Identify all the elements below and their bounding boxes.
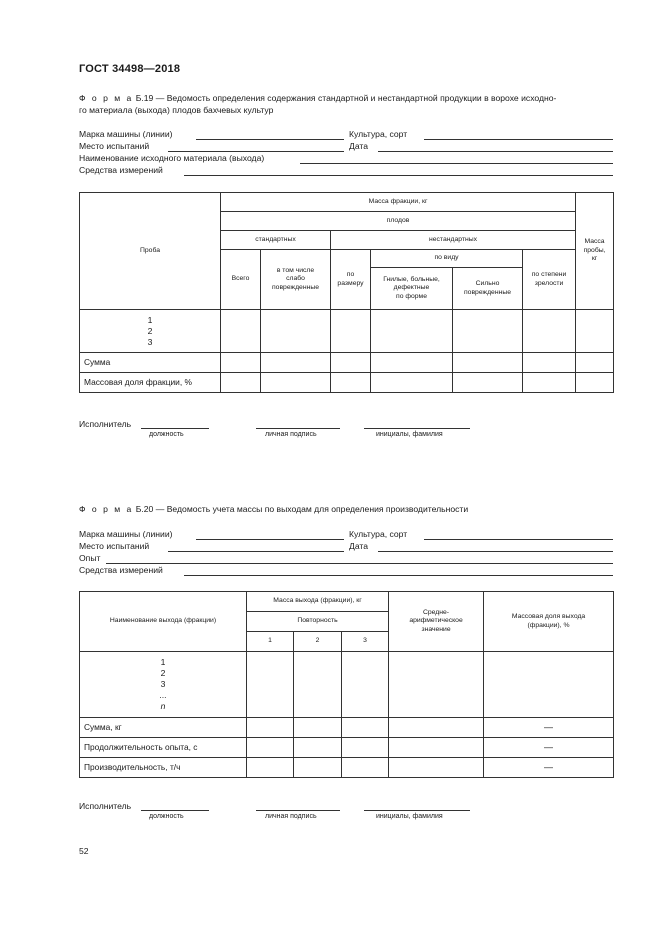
table-cell[interactable] [331,310,371,353]
f1-material-field[interactable] [300,163,613,164]
table-cell[interactable] [247,718,294,738]
form-b19-number: Б.19 [135,93,154,103]
outlet-numbers: 1 2 3 ... n [80,652,247,718]
table-cell[interactable] [221,373,261,393]
col-total-header: Всего [221,250,261,310]
col-fruits-header: плодов [221,212,576,231]
form-b19-prefix: Ф о р м а [79,93,134,103]
col-proba-header: Проба [80,193,221,310]
table-cell[interactable] [247,758,294,778]
table-cell[interactable] [331,373,371,393]
dash-cell: — [484,718,614,738]
col-mass-fraction-header: Масса фракции, кг [221,193,576,212]
f2-place-field[interactable] [168,551,344,552]
f1-initials-field[interactable] [364,428,470,429]
dash-cell: — [484,758,614,778]
form-b20-title [79,504,617,516]
form-b19-title-line2: го материала (выхода) плодов бахчевых культур [79,104,274,115]
f2-signature-field[interactable] [256,810,340,811]
table-cell[interactable] [389,738,484,758]
sum-kg-label: Сумма, кг [80,718,247,738]
table-cell[interactable] [576,353,614,373]
f2-crop-label: Культура, сорт [349,529,408,539]
table-cell[interactable] [294,718,342,738]
col-weakly-damaged-header: в том числе слабо поврежденные [261,250,331,310]
f1-means-label: Средства измерений [79,165,163,175]
col-by-type-header: по виду [371,250,523,268]
table-cell[interactable] [221,353,261,373]
table-row [80,718,614,738]
f2-means-label: Средства измерений [79,565,163,575]
form-b19-title-line1: — Ведомость определения содержания стандартной и нестандартной продукции в ворохе исходно- [153,93,557,103]
table-cell[interactable] [371,353,453,373]
f1-crop-label: Культура, сорт [349,129,408,139]
table-cell[interactable] [261,373,331,393]
col-mean-header: Средне- арифметическое значение [389,592,484,652]
f2-experiment-label: Опыт [79,553,101,563]
f1-date-field[interactable] [378,151,613,152]
form-b20-prefix: Ф о р м а [79,504,134,514]
form-b20-title-line1: — Ведомость учета массы по выходам для определения производительности [153,504,469,514]
col-repeat-header: Повторность [247,612,389,632]
sum-label: Сумма [80,353,221,373]
duration-label: Продолжительность опыта, с [80,738,247,758]
f2-machine-label: Марка машины (линии) [79,529,173,539]
f1-crop-field[interactable] [424,139,613,140]
f2-crop-field[interactable] [424,539,613,540]
table-cell[interactable] [342,758,389,778]
f2-date-field[interactable] [378,551,613,552]
table-cell[interactable] [261,353,331,373]
col-standard-header: стандартных [221,231,331,250]
table-cell[interactable] [453,353,523,373]
col-outlet-name-header: Наименование выхода (фракции) [80,592,247,652]
table-cell[interactable] [576,373,614,393]
table-row [80,310,614,353]
table-row [80,373,614,393]
form-b19-title [79,93,617,116]
table-cell[interactable] [247,738,294,758]
table-cell[interactable] [261,310,331,353]
mass-share-label: Массовая доля фракции, % [80,373,221,393]
col-rotten-header: Гнилые, больные, дефектные по форме [371,268,453,310]
f2-position-field[interactable] [141,810,209,811]
productivity-label: Производительность, т/ч [80,758,247,778]
document-header: ГОСТ 34498—2018 [79,63,181,75]
f1-signature-caption: личная подпись [265,431,317,438]
f2-initials-field[interactable] [364,810,470,811]
table-row [80,652,614,718]
table-cell[interactable] [331,353,371,373]
table-cell[interactable] [523,353,576,373]
f2-position-caption: должность [149,813,184,820]
col-share-header: Массовая доля выхода (фракции), % [484,592,614,652]
table-cell[interactable] [342,738,389,758]
col-sample-mass-header: Масса пробы, кг [576,193,614,310]
f2-date-label: Дата [349,541,369,551]
table-row [80,758,614,778]
f1-executor-label: Исполнитель [79,419,132,429]
f1-machine-label: Марка машины (линии) [79,129,173,139]
f1-position-field[interactable] [141,428,209,429]
table-cell[interactable] [453,373,523,393]
col-outlet-mass-header: Масса выхода (фракции), кг [247,592,389,612]
f2-signature-caption: личная подпись [265,813,317,820]
f2-place-label: Место испытаний [79,541,150,551]
f1-signature-field[interactable] [256,428,340,429]
table-cell[interactable] [247,652,294,718]
table-cell[interactable] [342,652,389,718]
f2-means-field[interactable] [184,575,613,576]
form-b20-table [79,591,614,778]
f1-date-label: Дата [349,141,369,151]
table-cell[interactable] [389,758,484,778]
f2-machine-field[interactable] [196,539,344,540]
table-cell[interactable] [294,652,342,718]
col-repeat-1: 1 [247,632,294,652]
f1-place-label: Место испытаний [79,141,150,151]
table-cell[interactable] [371,373,453,393]
table-cell[interactable] [371,310,453,353]
table-row [80,353,614,373]
col-repeat-2: 2 [294,632,342,652]
col-ripeness-header: по степени зрелости [523,250,576,310]
f2-executor-label: Исполнитель [79,801,132,811]
table-row [80,738,614,758]
f2-experiment-field[interactable] [106,563,613,564]
table-cell[interactable] [523,373,576,393]
form-b20-number: Б.20 [135,504,154,514]
f1-position-caption: должность [149,431,184,438]
col-nonstandard-header: нестандартных [331,231,576,250]
table-cell[interactable] [294,758,342,778]
f1-machine-field[interactable] [196,139,344,140]
col-repeat-3: 3 [342,632,389,652]
col-by-size-header: по размеру [331,250,371,310]
f1-means-field[interactable] [184,175,613,176]
table-cell[interactable] [221,310,261,353]
page-number: 52 [79,846,89,856]
table-cell[interactable] [453,310,523,353]
form-b19-table [79,192,614,393]
sample-numbers: 1 2 3 [80,310,221,353]
table-cell[interactable] [523,310,576,353]
table-cell[interactable] [342,718,389,738]
f2-initials-caption: инициалы, фамилия [376,813,443,820]
table-cell[interactable] [484,652,614,718]
table-cell[interactable] [389,652,484,718]
col-heavily-damaged-header: Сильно поврежденные [453,268,523,310]
table-cell[interactable] [389,718,484,738]
dash-cell: — [484,738,614,758]
table-cell[interactable] [576,310,614,353]
f1-place-field[interactable] [168,151,344,152]
table-cell[interactable] [294,738,342,758]
f1-material-label: Наименование исходного материала (выхода) [79,153,265,163]
f1-initials-caption: инициалы, фамилия [376,431,443,438]
